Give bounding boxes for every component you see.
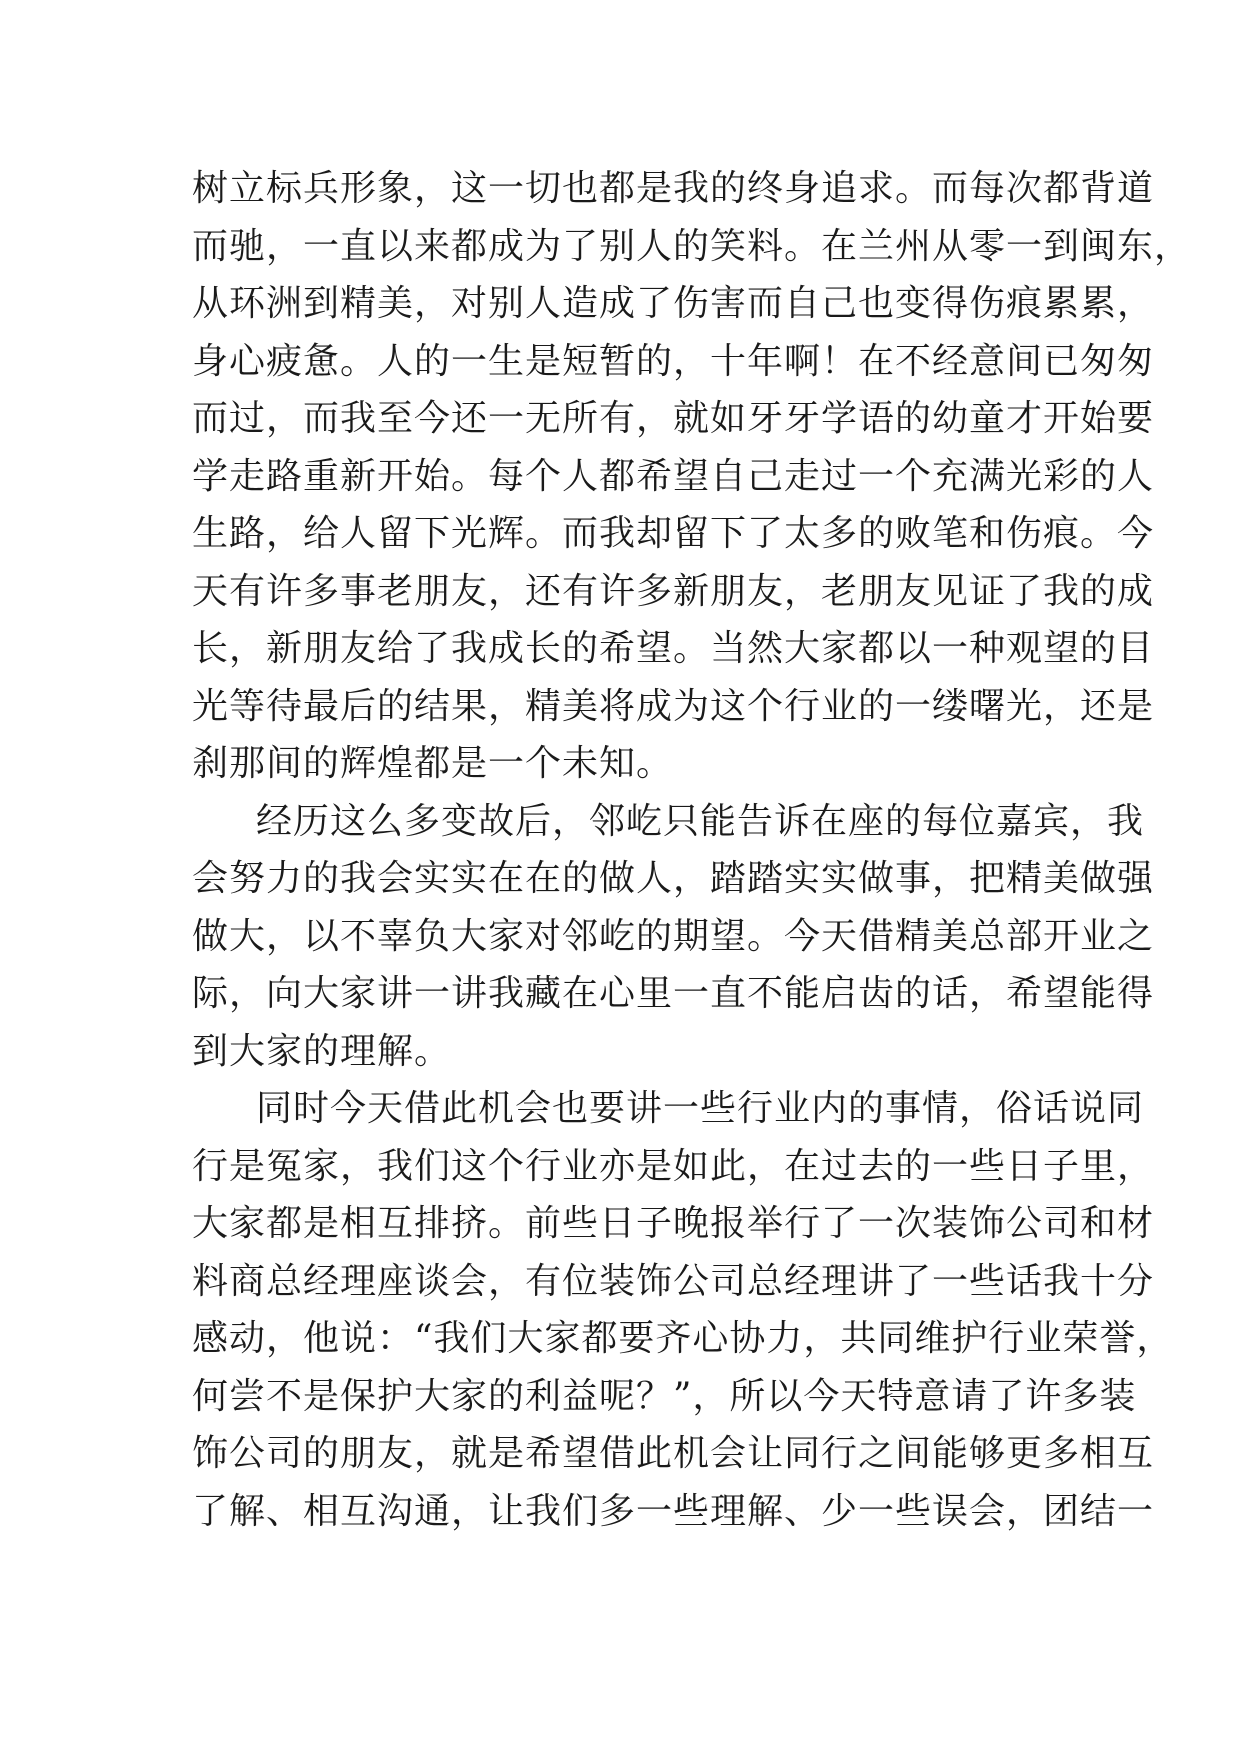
body-line: 行是冤家，我们这个行业亦是如此，在过去的一些日子里， [192,1145,1155,1187]
body-line: 了解、相互沟通，让我们多一些理解、少一些误会，团结一 [192,1490,1155,1532]
document-body [192,160,1192,1540]
body-line: 料商总经理座谈会，有位装饰公司总经理讲了一些话我十分 [192,1260,1155,1302]
body-line: 光等待最后的结果，精美将成为这个行业的一缕曙光，还是 [192,685,1155,727]
body-line: 从环洲到精美，对别人造成了伤害而自己也变得伤痕累累， [192,283,1155,324]
body-line: 感动，他说：“我们大家都要齐心协力，共同维护行业荣誉， [192,1318,1174,1359]
body-line: 做大，以不辜负大家对邻屹的期望。今天借精美总部开业之 [192,915,1155,957]
paragraph-first-line: 同时今天借此机会也要讲一些行业内的事情，俗话说同 [256,1088,1145,1129]
body-line: 刹那间的辉煌都是一个未知。 [192,743,674,784]
body-line: 学走路重新开始。每个人都希望自己走过一个充满光彩的人 [192,455,1155,497]
body-line: 天有许多事老朋友，还有许多新朋友，老朋友见证了我的成 [192,570,1155,612]
body-line: 际，向大家讲一讲我藏在心里一直不能启齿的话，希望能得 [192,973,1155,1014]
body-line: 树立标兵形象，这一切也都是我的终身追求。而每次都背道 [192,168,1155,209]
body-line: 而过，而我至今还一无所有，就如牙牙学语的幼童才开始要 [192,398,1155,439]
body-line: 大家都是相互排挤。前些日子晚报举行了一次装饰公司和材 [192,1203,1155,1244]
body-line: 长，新朋友给了我成长的希望。当然大家都以一种观望的目 [192,628,1155,669]
body-line: 而驰，一直以来都成为了别人的笑料。在兰州从零一到闽东， [192,225,1192,267]
body-line: 生路，给人留下光辉。而我却留下了太多的败笔和伤痕。今 [192,513,1155,554]
body-line: 何尝不是保护大家的利益呢？”，所以今天特意请了许多装 [192,1375,1137,1417]
body-line: 到大家的理解。 [192,1030,452,1072]
paragraph-first-line: 经历这么多变故后，邻屹只能告诉在座的每位嘉宾，我 [256,800,1145,842]
body-line: 会努力的我会实实在在的做人，踏踏实实做事，把精美做强 [192,858,1155,899]
body-line: 身心疲惫。人的一生是短暂的，十年啊！在不经意间已匆匆 [192,340,1155,382]
body-line: 饰公司的朋友，就是希望借此机会让同行之间能够更多相互 [192,1433,1155,1474]
